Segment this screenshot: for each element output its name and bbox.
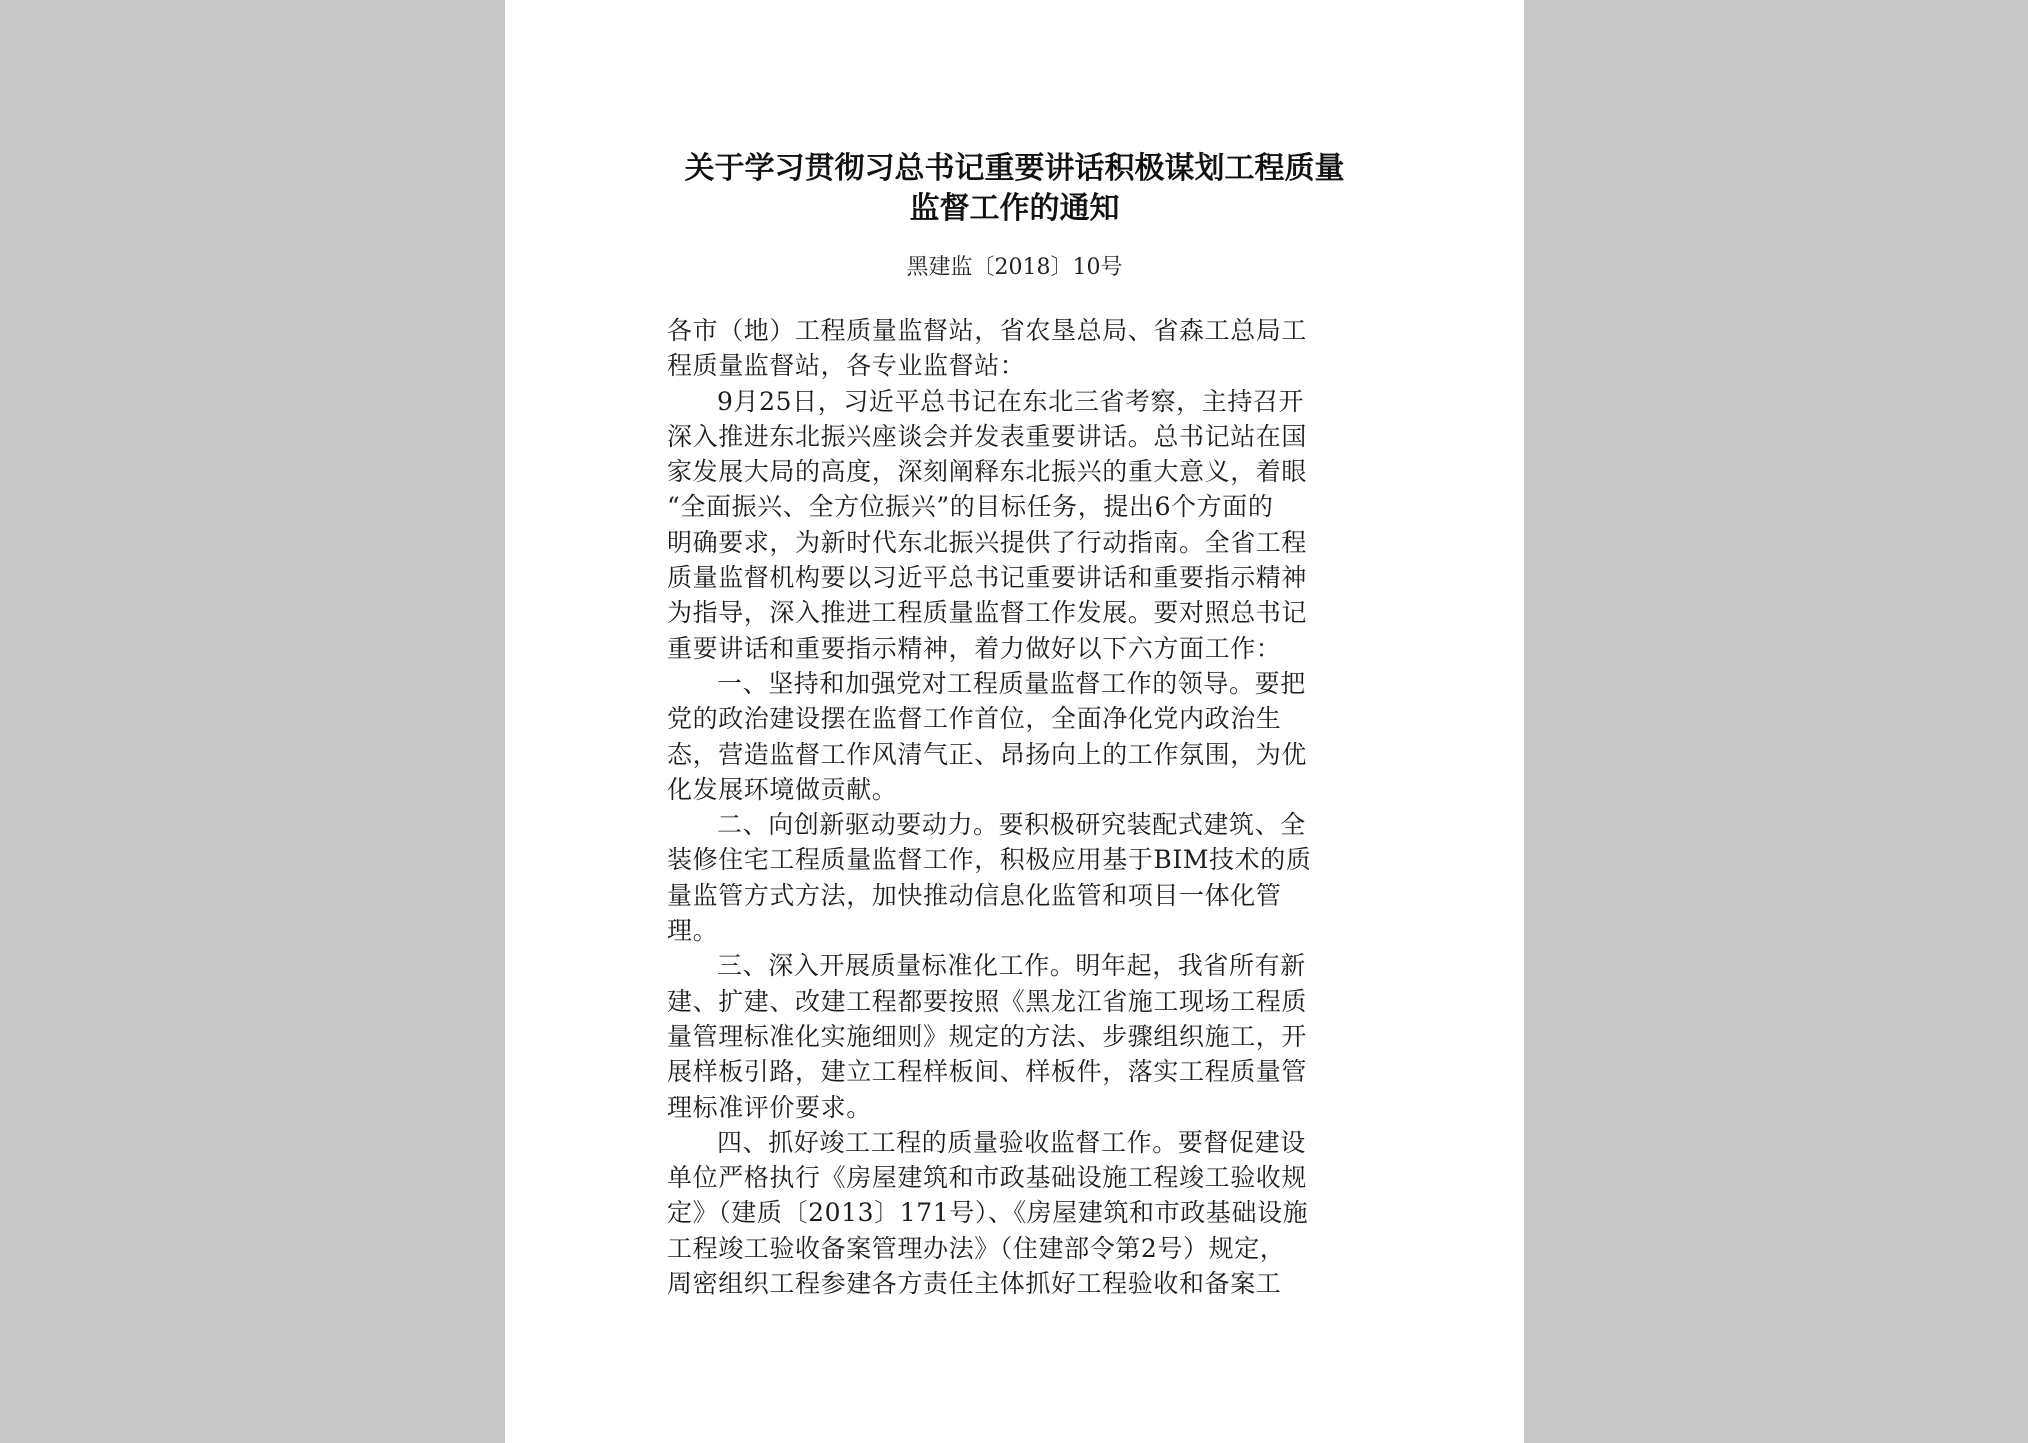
body-text-line: 重要讲话和重要指示精神，着力做好以下六方面工作： bbox=[667, 633, 1282, 663]
document-title-line-2: 监督工作的通知 bbox=[909, 191, 1120, 226]
body-text-line: 工程竣工验收备案管理办法》（住建部令第2号）规定， bbox=[667, 1233, 1286, 1263]
body-text-line: 单位严格执行《房屋建筑和市政基础设施工程竣工验收规 bbox=[667, 1163, 1308, 1193]
body-text-line: 程质量监督站，各专业监督站： bbox=[667, 351, 1026, 381]
body-text-line: 态，营造监督工作风清气正、昂扬向上的工作氛围，为优 bbox=[667, 739, 1308, 769]
body-text-line: “全面振兴、全方位振兴”的目标任务，提出6个方面的 bbox=[667, 492, 1274, 522]
body-text-line: 三、深入开展质量标准化工作。明年起，我省所有新 bbox=[717, 951, 1306, 981]
body-text-line: 周密组织工程参建各方责任主体抓好工程验收和备案工 bbox=[667, 1269, 1282, 1299]
body-text-line: 量监管方式方法，加快推动信息化监管和项目一体化管 bbox=[667, 880, 1282, 910]
body-text-line: 四、抓好竣工工程的质量验收监督工作。要督促建设 bbox=[717, 1127, 1306, 1157]
body-text-line: 家发展大局的高度，深刻阐释东北振兴的重大意义，着眼 bbox=[667, 457, 1308, 487]
body-text-line: 一、坚持和加强党对工程质量监督工作的领导。要把 bbox=[717, 668, 1306, 698]
body-text-line: 明确要求，为新时代东北振兴提供了行动指南。全省工程 bbox=[667, 527, 1308, 557]
body-text-line: 理。 bbox=[667, 916, 719, 946]
body-text-line: 量管理标准化实施细则》规定的方法、步骤组织施工，开 bbox=[667, 1021, 1308, 1051]
document-title-line-1: 关于学习贯彻习总书记重要讲话积极谋划工程质量 bbox=[684, 151, 1345, 186]
body-text-line: 9月25日，习近平总书记在东北三省考察，主持召开 bbox=[717, 386, 1305, 416]
body-text-line: 为指导，深入推进工程质量监督工作发展。要对照总书记 bbox=[667, 598, 1308, 628]
body-text-line: 深入推进东北振兴座谈会并发表重要讲话。总书记站在国 bbox=[667, 421, 1308, 451]
document-body bbox=[667, 313, 1367, 1301]
body-text-line: 质量监督机构要以习近平总书记重要讲话和重要指示精神 bbox=[667, 563, 1308, 593]
body-text-line: 党的政治建设摆在监督工作首位，全面净化党内政治生 bbox=[667, 704, 1282, 734]
body-text-line: 理标准评价要求。 bbox=[667, 1092, 872, 1122]
body-text-line: 展样板引路，建立工程样板间、样板件，落实工程质量管 bbox=[667, 1057, 1308, 1087]
body-text-line: 建、扩建、改建工程都要按照《黑龙江省施工现场工程质 bbox=[667, 986, 1308, 1016]
body-text-line: 二、向创新驱动要动力。要积极研究装配式建筑、全 bbox=[717, 810, 1306, 840]
body-text-line: 化发展环境做贡献。 bbox=[667, 774, 898, 804]
body-text-line: 定》（建质〔2013〕171号）、《房屋建筑和市政基础设施 bbox=[667, 1198, 1309, 1228]
body-text-line: 各市（地）工程质量监督站，省农垦总局、省森工总局工 bbox=[667, 316, 1308, 345]
document-page bbox=[505, 0, 1524, 1443]
body-text-line: 装修住宅工程质量监督工作，积极应用基于BIM技术的质 bbox=[667, 845, 1312, 875]
document-number: 黑建监〔2018〕10号 bbox=[906, 255, 1123, 280]
